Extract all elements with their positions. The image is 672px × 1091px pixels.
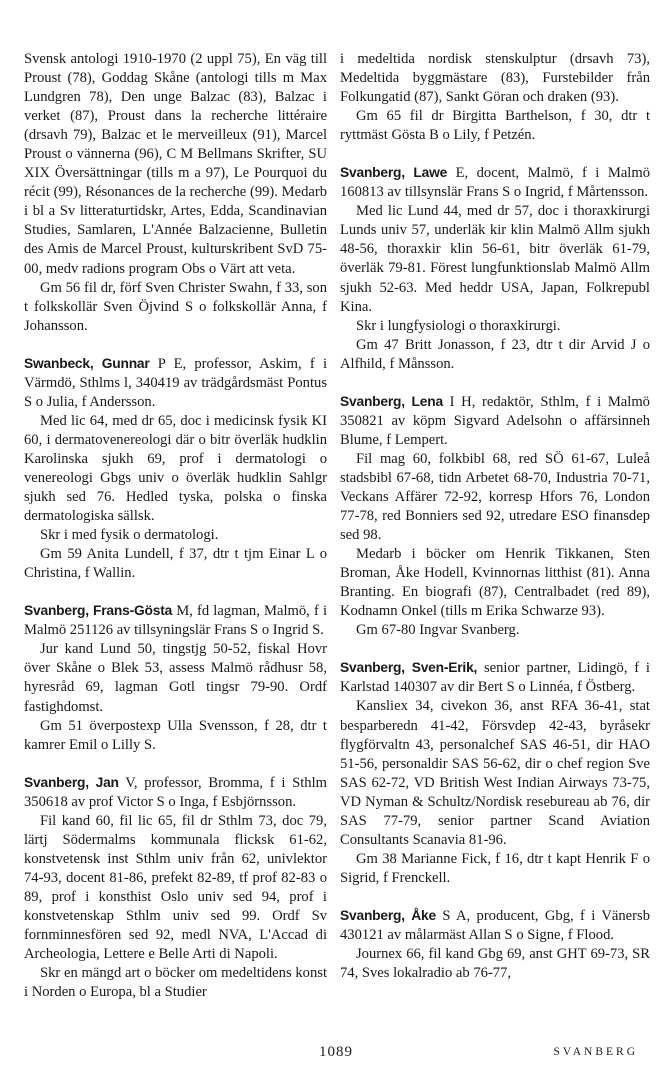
entry-svanberg-ake: [340, 906, 650, 945]
entry-career: Fil kand 60, fil lic 65, fil dr Sthlm 73, doc 79, lärtj Södermalms kommunala flicksk 61-62, konstvetensk inst Sthlm univ från 62, univlektor 74-93, docent 81-86, prefekt 82-89, tf prof 82-83 o 89, prof i konsthist Oslo univ sed 94, prof i konstvetenskap Sthlm univ sed 99. Ordf Sv fornminnesfören sed 92, medl NVA, L'Accad di Archeologia, Lettere e Belle Arti di Napoli.: [24, 812, 327, 963]
marriage-text: Gm 65 fil dr Birgitta Barthelson, f 30, dtr t ryttmäst Gösta B o Lily, f Petzén.: [340, 108, 650, 144]
entry-header: S A, producent, Gbg, f i Vänersb 430121 av målarmäst Allan S o Signe, f Flood.: [340, 907, 650, 943]
continued-entry-text: Svensk antologi 1910-1970 (2 uppl 75), En väg till Proust (78), Goddag Skåne (antologi tills m Max Lundgren 78), Den unge Balzac (83), Balzac i verket (87), Proust dans la recherche littéraire (drsavh 79), Balzac et le merveilleux (91), Marcel Proust o vännerna (96), C M Bellmans Skrifter, SU XIX Översättningar (tills m a 97), Le Pourquoi du récit (99), Résonances de la recherche (99). Medarb i bl a Sv litteraturtidskr, Artes, Edda, Scandinavian Studies, Samlaren, L'Année Balzacienne, Bulletin des Amis de Marcel Proust, kulturskribent SvD 75-00, medv radions program Obs o Värt att veta.: [24, 51, 327, 277]
entry-name: Svanberg, Sven-Erik,: [340, 660, 478, 676]
entry-career: Journex 66, fil kand Gbg 69, anst GHT 69-73, SR 74, Sves lokalradio ab 76-77,: [340, 946, 650, 982]
entry-career: Jur kand Lund 50, tingstjg 50-52, fiskal Hovr över Skåne o Blek 53, assess Malmö rådhusr 58, hyresråd 69, lagman Gotl tingsr 79-90. Ordf fastighdomst.: [24, 641, 327, 715]
left-column: [24, 50, 327, 1002]
entry-header: E, docent, Malmö, f i Malmö 160813 av tillsynslär Frans S o Ingrid, f Mårtensson.: [340, 165, 650, 201]
entry-career: Med lic 64, med dr 65, doc i medicinsk fysik KI 60, i dermatovenereologi där o bitr överläk hudklin Karolinska sjukh 69, prof i dermatologi o venereologi Gbgs univ o överläk hudklin Sahlgr sjukh sed 76. Hedled tyska, polska o finska dermatologiska sällsk.: [24, 412, 327, 525]
entry-marriage: Gm 67-80 Ingvar Svanberg.: [356, 622, 520, 639]
page-number: 1089: [319, 1044, 353, 1060]
entry-svanberg-lena: [340, 392, 650, 450]
entry-name: Svanberg, Lena: [340, 393, 443, 409]
entry-career: Fil mag 60, folkbibl 68, red SÖ 61-67, Luleå stadsbibl 67-68, tidn Arbetet 68-70, Industria 70-71, Veckans Affärer 72-92, korresp Hfors 76, London 77-78, red Bonniers sed 92, utredare ESO finansdep sed 98.: [340, 450, 650, 544]
entry-svanberg-jan: [24, 773, 327, 812]
entry-name: Svanberg, Frans-Gösta: [24, 603, 173, 619]
entry-writings: Skr i med fysik o dermatologi.: [40, 527, 219, 544]
entry-header: P E, professor, Askim, f i Värmdö, Sthlms l, 340419 av trädgårdsmäst Pontus S o Julia, f Andersson.: [24, 355, 328, 410]
entry-marriage: Gm 59 Anita Lundell, f 37, dtr t tjm Einar L o Christina, f Wallin.: [24, 546, 327, 582]
entry-name: Swanbeck, Gunnar: [24, 355, 150, 371]
entry-marriage: Gm 38 Marianne Fick, f 16, dtr t kapt Henrik F o Sigrid, f Frenckell.: [340, 850, 650, 886]
entry-writings: Skr i lungfysiologi o thoraxkirurgi.: [356, 317, 561, 334]
running-head: SVANBERG: [553, 1046, 638, 1058]
entry-svanberg-lawe: [340, 163, 650, 202]
right-column: [340, 50, 650, 983]
entry-name: Svanberg, Jan: [24, 774, 119, 790]
marriage-text: Gm 56 fil dr, förf Sven Christer Swahn, f 33, son t folkskollär Sven Öjvind S o folkskollär Anna, f Johansson.: [24, 279, 327, 334]
entry-marriage: Gm 51 överpostexp Ulla Svensson, f 28, dtr t kamrer Emil o Lilly S.: [24, 717, 327, 753]
entry-marriage: Gm 47 Britt Jonasson, f 23, dtr t dir Arvid J o Alfhild, f Månsson.: [340, 336, 650, 372]
entry-writings: Medarb i böcker om Henrik Tikkanen, Sten Broman, Åke Hodell, Kvinnornas litthist (81). Anna Branting. En biografi (87), Centralbadet (red 89), Kodnamn Onkel (tills m Erika Schwarze 93).: [340, 546, 650, 620]
entry-header: I H, redaktör, Sthlm, f i Malmö 350821 av köpm Sigvard Adelsohn o affärsinneh Blume, f Lempert.: [340, 393, 650, 448]
entry-career: Med lic Lund 44, med dr 57, doc i thoraxkirurgi Lunds univ 57, underläk kir klin Malmö Allm sjukh 48-56, thoraxkir klin 56-61, bitr överläk 61-79, överläk 79-81. Förest lungfunktionslab Malmö Allm sjukh 52-63. Med heddr USA, Japan, Folkrepubl Kina.: [340, 203, 650, 315]
entry-header: M, fd lagman, Malmö, f i Malmö 251126 av tillsyningslär Frans S o Ingrid S.: [24, 603, 327, 639]
entry-name: Svanberg, Åke: [340, 907, 436, 923]
entry-svanberg-frans-gosta: [24, 601, 327, 640]
entry-svanberg-sven-erik: [340, 658, 650, 697]
continued-entry-text: i medeltida nordisk stenskulptur (drsavh 73), Medeltida byggmästare (83), Furstebilder från Folkungatid (87), Sankt Göran och draken (93).: [340, 51, 650, 106]
entry-writings: Skr en mängd art o böcker om medeltidens konst i Norden o Europa, bl a Studier: [24, 965, 327, 1001]
entry-career: Kansliex 34, civekon 36, anst RFA 36-41, stat besparberedn 41-42, Försvdep 42-43, byråsekr flygförvaltn 43, personalchef SAS 46-51, dir HAO 51-56, personaldir SAS 56-62, dir o chef region Sve SAS 62-72, VD British West Indian Airways 73-75, VD Nyman & Schultz/Nordisk resebureau ab 76, dir SAS 77-79, senior partner Scand Aviation Consultants Scanavia 81-96.: [340, 698, 650, 848]
entry-header: senior partner, Lidingö, f i Karlstad 140307 av dir Bert S o Linnéa, f Östberg.: [340, 660, 650, 696]
entry-name: Svanberg, Lawe: [340, 165, 448, 181]
entry-header: V, professor, Bromma, f i Sthlm 350618 av prof Victor S o Inga, f Esbjörnsson.: [24, 774, 328, 810]
entry-swanbeck-gunnar: [24, 354, 327, 412]
